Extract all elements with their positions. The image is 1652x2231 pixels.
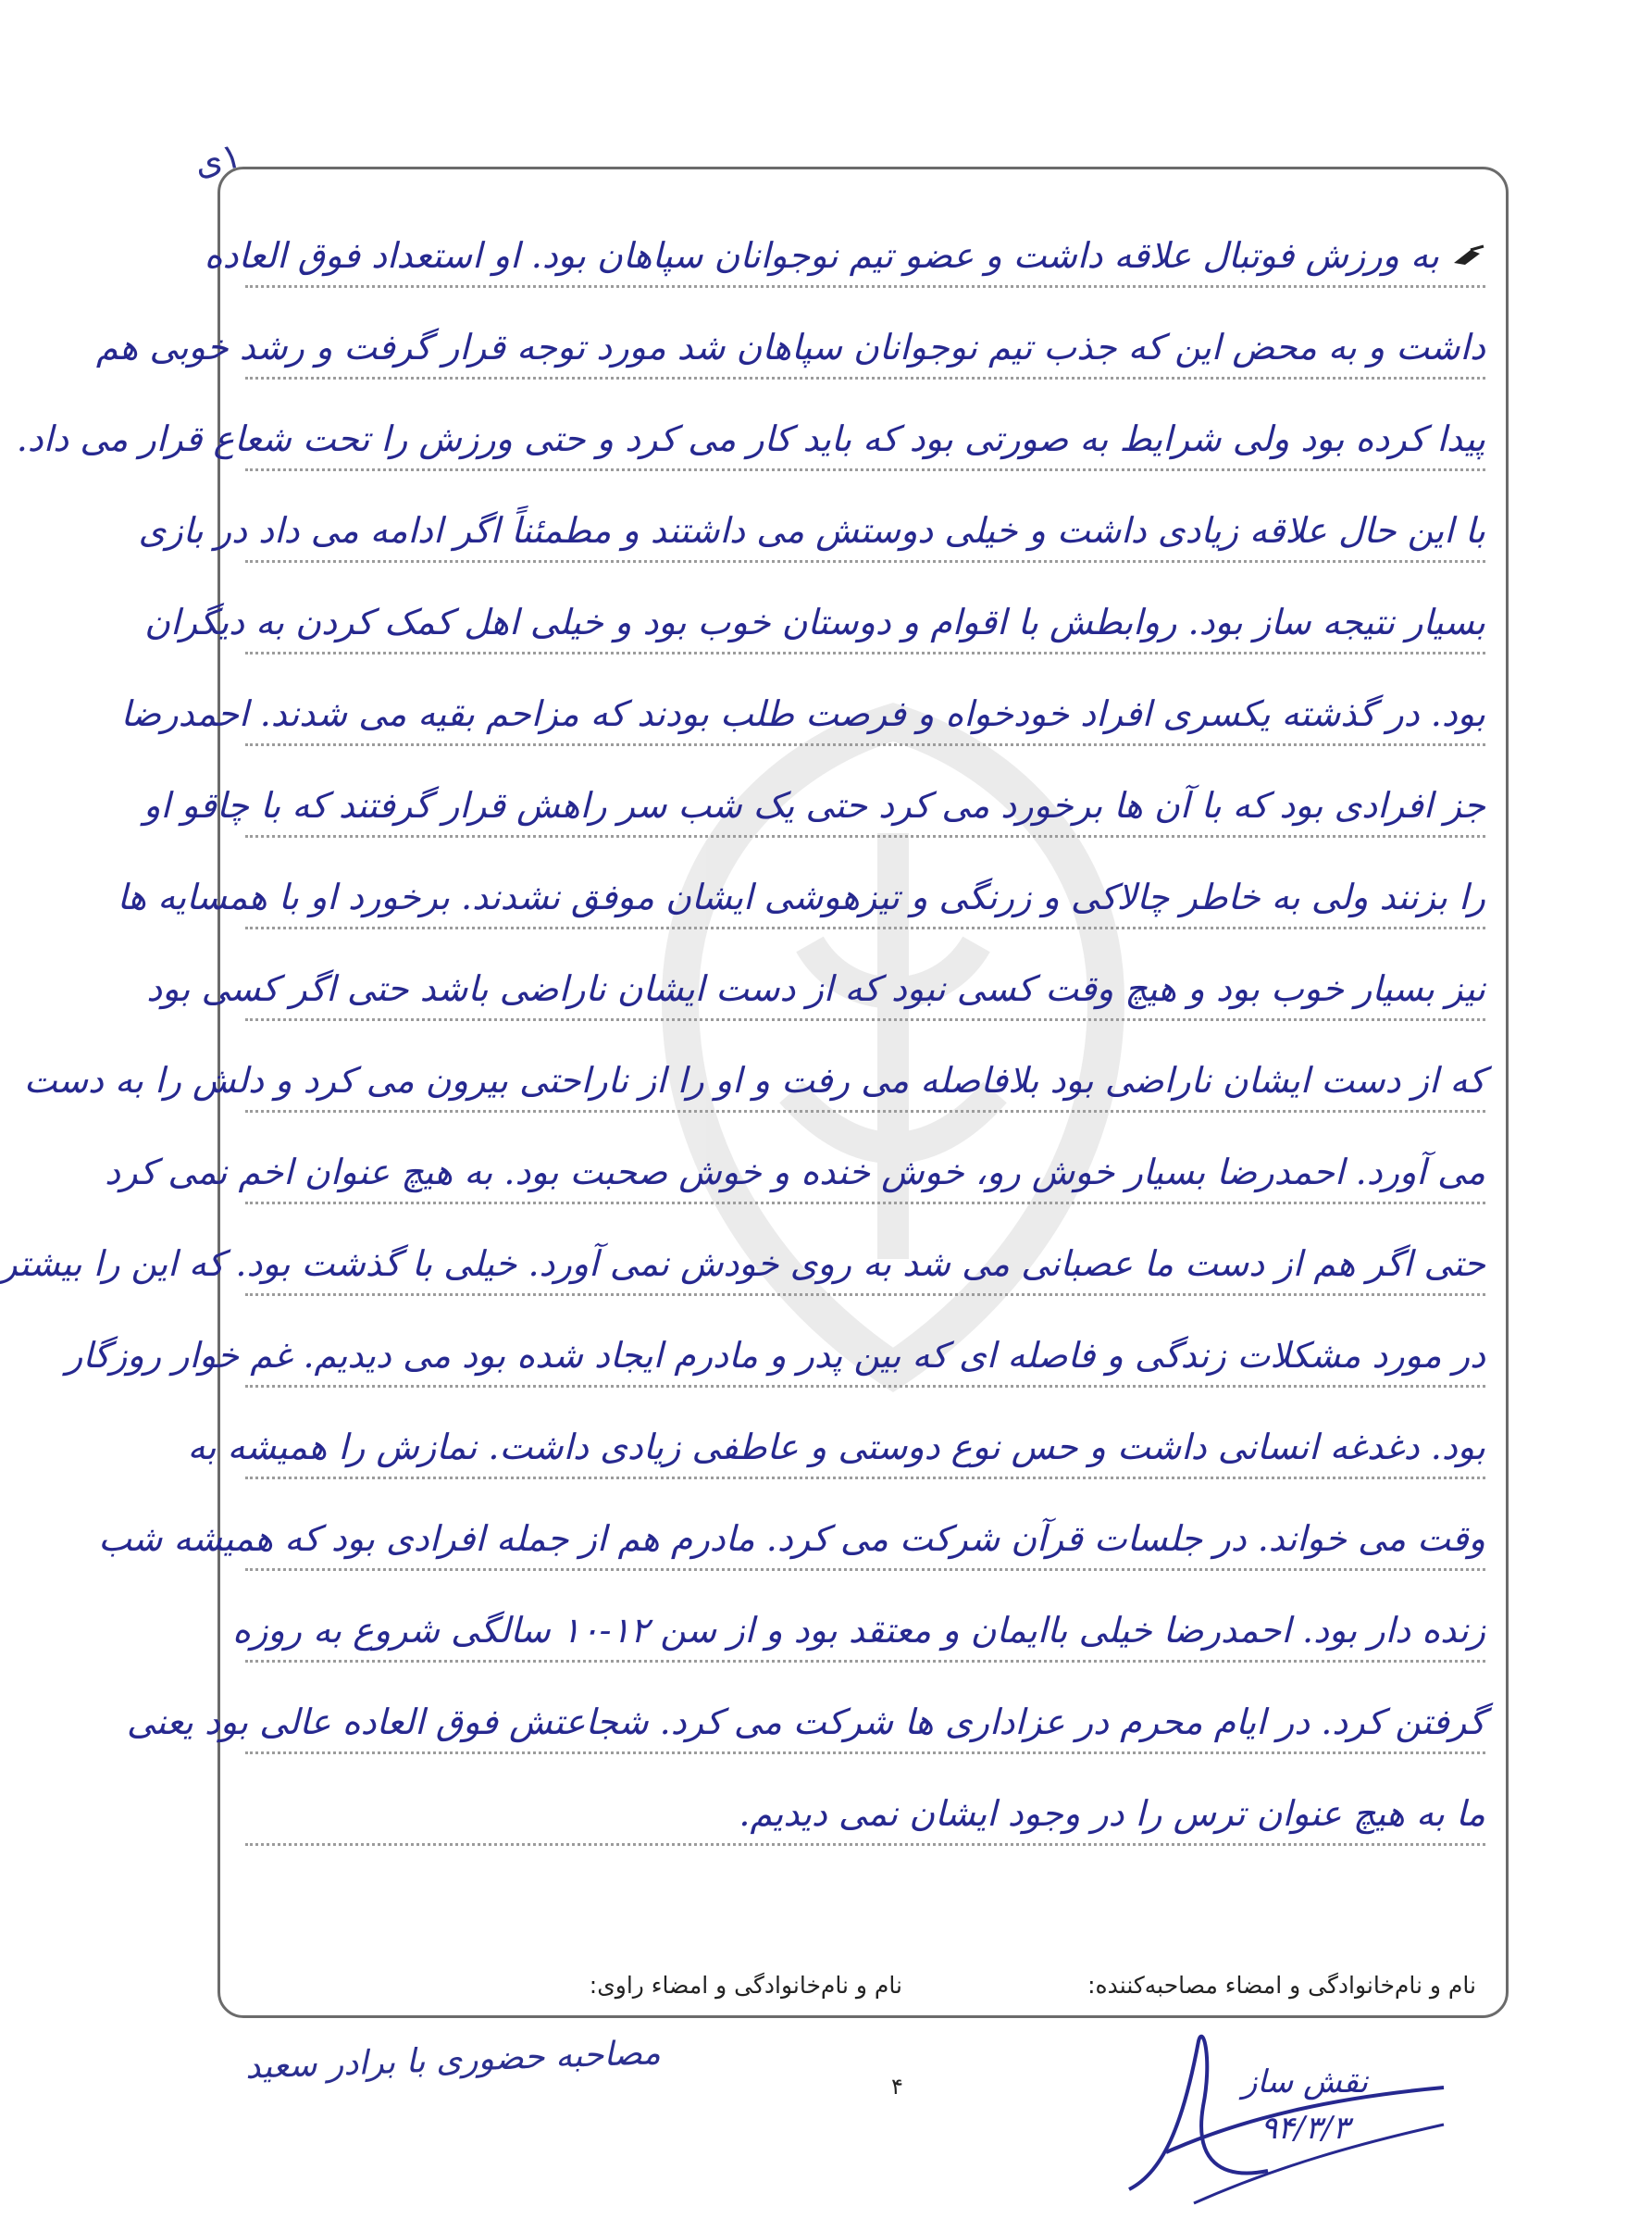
signature-date: ۹۴/۳/۳ (1261, 2110, 1349, 2147)
text-line (120, 654, 1485, 746)
text-line (65, 1296, 1485, 1388)
line-text: جز افرادی بود که با آن ها برخورد می کرد حتی یک شب سر راهش قرار گرفتند که با چاقو او (143, 785, 1485, 827)
text-line (105, 1113, 1485, 1204)
text-line (117, 838, 1485, 929)
interview-note: مصاحبه حضوری با برادر سعید (244, 2034, 662, 2087)
line-text: وقت می خواند. در جلسات قرآن شرکت می کرد. مادرم هم از جمله افرادی بود که همیشه شب (98, 1518, 1485, 1560)
line-text: داشت و به محض این که جذب تیم نوجوانان سپاهان شد مورد توجه قرار گرفت و رشد خوبی هم (95, 327, 1485, 368)
text-line (232, 1571, 1485, 1663)
narrator-signature-label: نام و نام‌خانوادگی و امضاء راوی: (589, 1972, 902, 1999)
handwritten-signature (1111, 2004, 1462, 2217)
interviewer-signature-label: نام و نام‌خانوادگی و امضاء مصاحبه‌کننده: (1087, 1972, 1476, 1999)
text-line (245, 1754, 1485, 1846)
line-text: بود. دغدغه انسانی داشت و حس نوع دوستی و عاطفی زیادی داشت. نمازش را همیشه به (187, 1427, 1485, 1468)
line-text: گرفتن کرد. در ایام محرم در عزاداری ها شرکت می کرد. شجاعتش فوق العاده عالی بود یعنی (126, 1701, 1485, 1743)
text-line (23, 1021, 1485, 1113)
line-text: بسیار نتیجه ساز بود. روابطش با اقوام و دوستان خوب بود و خیلی اهل کمک کردن به دیگران (144, 602, 1485, 643)
line-text: را بزنند ولی به خاطر چالاکی و زرنگی و تیزهوشی ایشان موفق نشدند. برخورد او با همسایه ها (117, 877, 1485, 918)
text-line (143, 746, 1485, 838)
line-text: با این حال علاقه زیادی داشت و خیلی دوستش می داشتند و مطمئناً اگر ادامه می داد در بازی (138, 510, 1485, 552)
handwritten-text-area (0, 196, 1485, 1846)
line-text: حتی اگر هم از دست ما عصبانی می شد به روی خودش نمی آورد. خیلی با گذشت بود. که این را بیشتر (0, 1243, 1485, 1285)
line-text: به ورزش فوتبال علاقه داشت و عضو تیم نوجوانان سپاهان بود. او استعداد فوق العاده (204, 235, 1439, 277)
margin-note: ۱ی (190, 134, 245, 184)
line-text: زنده دار بود. احمدرضا خیلی باایمان و معتقد بود و از سن ۱۲-۱۰ سالگی شروع به روزه (232, 1610, 1485, 1651)
text-line (98, 1479, 1485, 1571)
text-line (138, 471, 1485, 563)
text-line (126, 1663, 1485, 1754)
text-line (187, 1388, 1485, 1479)
page-number: ۴ (891, 2074, 903, 2100)
text-line (146, 929, 1485, 1021)
line-text: ما به هیچ عنوان ترس را در وجود ایشان نمی دیدیم. (739, 1793, 1485, 1835)
text-line (95, 288, 1485, 380)
line-text: که از دست ایشان ناراضی بود بلافاصله می رفت و او را از ناراحتی بیرون می کرد و دلش را به دست (23, 1060, 1485, 1102)
text-line (0, 1204, 1485, 1296)
line-text: بود. در گذشته یکسری افراد خودخواه و فرصت طلب بودند که مزاحم بقیه می شدند. احمدرضا (120, 693, 1485, 735)
text-line (204, 196, 1485, 288)
text-line (144, 563, 1485, 654)
line-text: پیدا کرده بود ولی شرایط به صورتی بود که باید کار می کرد و حتی ورزش را تحت شعاع قرار می داد. (16, 418, 1485, 460)
text-line (16, 380, 1485, 471)
signature-name: نقش ساز (1241, 2063, 1369, 2100)
line-text: در مورد مشکلات زندگی و فاصله ای که بین پدر و مادرم ایجاد شده بود می دیدیم. غم خوار روزگار (65, 1335, 1485, 1377)
line-text: نیز بسیار خوب بود و هیچ وقت کسی نبود که از دست ایشان ناراضی باشد حتی اگر کسی بود (146, 968, 1485, 1010)
line-text: می آورد. احمدرضا بسیار خوش رو، خوش خنده و خوش صحبت بود. به هیچ عنوان اخم نمی کرد (105, 1152, 1485, 1193)
